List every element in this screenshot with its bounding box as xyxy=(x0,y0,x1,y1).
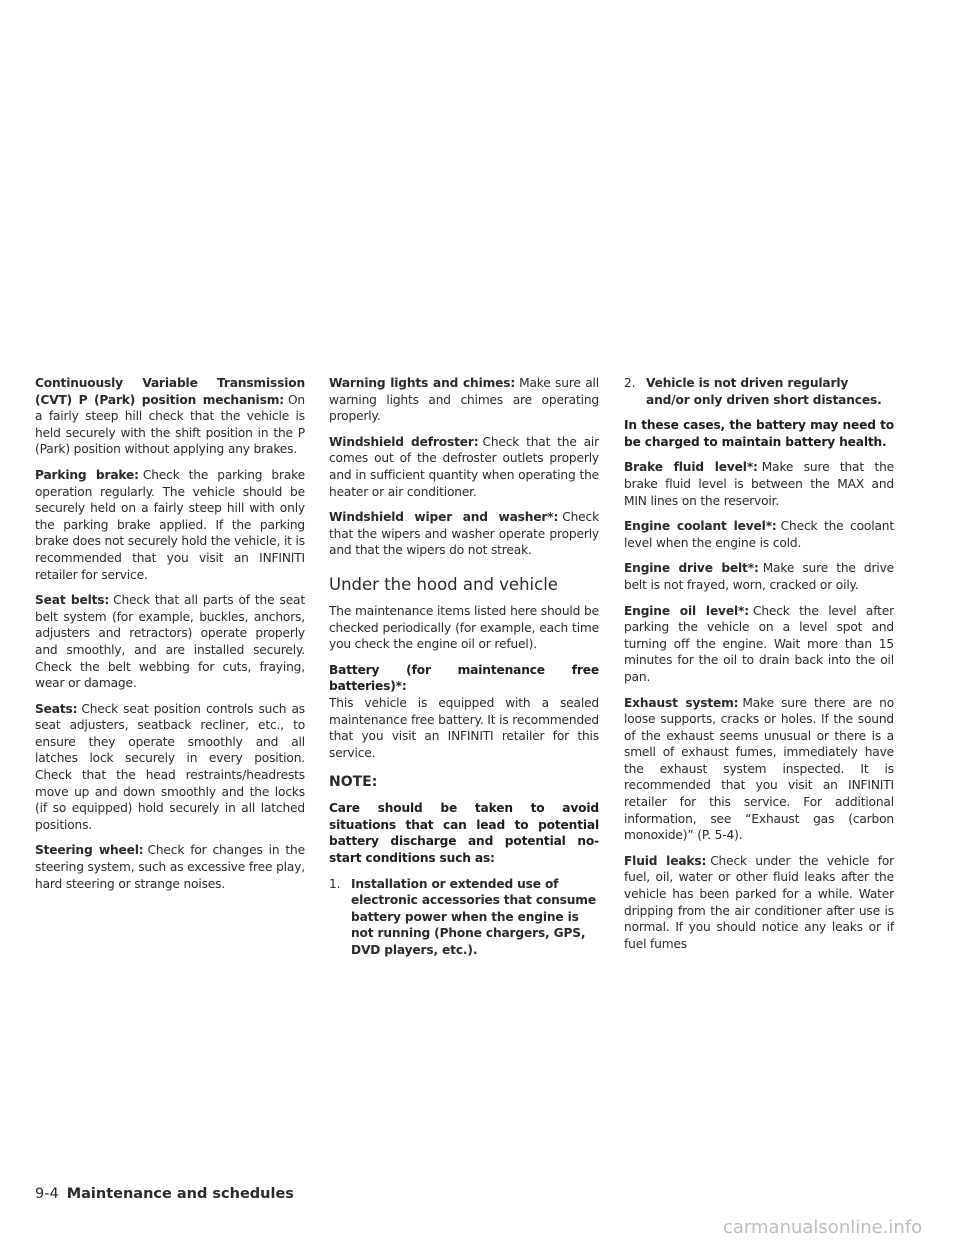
paragraph-text: Check the parking brake operation regularly. The vehicle should be securely held on a fairly steep hill with only the parking brake applied. If the parking brake does not securely hold the vehicle, it is recommended that you visit an INFINITI retailer for service. xyxy=(35,467,305,582)
paragraph-text: This vehicle is equipped with a sealed maintenance free battery. It is recommended that you visit an INFINITI retailer for this service. xyxy=(329,695,599,760)
paragraph-lead: Continuously Variable Transmission (CVT) P (Park) position mechanism: xyxy=(35,376,305,407)
column-3 xyxy=(624,375,894,961)
page-footer xyxy=(35,1185,294,1203)
paragraph-lead: Steering wheel: xyxy=(35,843,144,858)
paragraph-lead: Windshield wiper and washer*: xyxy=(329,510,559,525)
paragraph-brake-fluid xyxy=(624,459,894,509)
list-item-text: Installation or extended use of electronic accessories that consume battery power when the engine is not running (Phone chargers, GPS, DVD players, etc.). xyxy=(351,876,596,958)
list-number: 2. xyxy=(624,376,636,390)
paragraph-text: Check that the air comes out of the defroster outlets properly and in sufficient quantity when operating the heater or air conditioner. xyxy=(329,434,600,499)
paragraph-windshield-defroster xyxy=(329,434,599,500)
paragraph-exhaust-system xyxy=(624,695,894,844)
paragraph-text: Check seat position controls such as seat adjusters, seatback recliner, etc., to ensure they operate smoothly and all latches lock securely in every position. Check that the head restraints/headrests move up and down smoothly and the locks (if so equipped) hold securely in all latched positions. xyxy=(35,701,305,832)
paragraph-lead: Seats: xyxy=(35,701,78,716)
paragraph-text: Make sure the drive belt is not frayed, worn, cracked or oily. xyxy=(624,561,894,592)
note-text-bold: Care should be taken to avoid situations that can lead to potential battery discharge and potential no-start conditions such as: xyxy=(329,801,599,866)
note-list-item-2 xyxy=(624,375,894,408)
paragraph-engine-oil xyxy=(624,603,894,686)
paragraph-lead: Windshield defroster: xyxy=(329,434,479,449)
paragraph-lead: Brake fluid level*: xyxy=(624,460,758,475)
page-number: 9-4 xyxy=(35,1186,59,1202)
list-item-text: Vehicle is not driven regularly and/or only driven short distances. xyxy=(646,376,882,407)
paragraph-steering-wheel xyxy=(35,842,305,892)
paragraph-engine-drive-belt xyxy=(624,560,894,593)
paragraph-lead: Engine drive belt*: xyxy=(624,561,759,576)
paragraph-text: Make sure all warning lights and chimes are operating properly. xyxy=(329,376,599,424)
paragraph-text: Check for changes in the steering system, such as excessive free play, hard steering or strange noises. xyxy=(35,843,305,891)
battery-warning xyxy=(624,417,894,450)
paragraph-lead: Engine coolant level*: xyxy=(624,519,777,534)
column-2 xyxy=(329,375,599,968)
paragraph-cvt-park xyxy=(35,375,305,458)
paragraph-text: Check that the wipers and washer operate properly and that the wipers do not streak. xyxy=(329,510,599,558)
paragraph-text: Check that all parts of the seat belt system (for example, buckles, anchors, adjusters and retractors) operate properly and smoothly, and are installed securely. Check the belt webbing for cuts, fraying, wear or damage. xyxy=(35,593,305,691)
paragraph-warning-lights xyxy=(329,375,599,425)
paragraph-lead: Parking brake: xyxy=(35,467,139,482)
paragraph-lead: Battery (for maintenance free batteries)*: xyxy=(329,662,599,694)
note-heading: NOTE: xyxy=(329,774,378,791)
paragraph-text: Check the coolant level when the engine is cold. xyxy=(624,519,894,550)
paragraph-windshield-wiper xyxy=(329,509,599,559)
paragraph-lead: Engine oil level*: xyxy=(624,603,749,618)
paragraph-lead: Seat belts: xyxy=(35,593,110,608)
paragraph-seats xyxy=(35,701,305,834)
paragraph-lead: Warning lights and chimes: xyxy=(329,376,516,390)
column-1 xyxy=(35,375,305,901)
note-list-item-1 xyxy=(329,876,599,959)
section-title: Maintenance and schedules xyxy=(66,1186,294,1202)
paragraph-lead: Fluid leaks: xyxy=(624,853,707,868)
watermark: carmanualsonline.info xyxy=(723,1217,923,1238)
paragraph-text: Check the level after parking the vehicle on a level spot and turning off the engine. Wait more than 15 minutes for the oil to drain back into the oil pan. xyxy=(624,603,894,684)
battery-warning-bold: In these cases, the battery may need to be charged to maintain battery health. xyxy=(624,418,894,449)
paragraph-text: Make sure that the brake fluid level is between the MAX and MIN lines on the reservoir. xyxy=(624,460,894,508)
note-text xyxy=(329,800,599,866)
paragraph-text: On a fairly steep hill check that the vehicle is held securely with the shift position in the P (Park) position without applying any brakes. xyxy=(35,392,305,457)
paragraph-lead: Exhaust system: xyxy=(624,695,739,710)
paragraph-seat-belts xyxy=(35,592,305,692)
paragraph-parking-brake xyxy=(35,467,305,583)
paragraph-engine-coolant xyxy=(624,518,894,551)
paragraph-text: Check under the vehicle for fuel, oil, water or other fluid leaks after the vehicle has been parked for a while. Water dripping from the air conditioner after use is normal. If you should notice any leaks or if fuel fumes xyxy=(624,853,894,951)
paragraph-battery xyxy=(329,662,599,762)
paragraph-text: Make sure there are no loose supports, cracks or holes. If the sound of the exhaust seems unusual or there is a smell of exhaust fumes, immediately have the exhaust system inspected. It is recommended that you visit an INFINITI retailer for this service. For additional information, see “Exhaust gas (carbon monoxide)” (P. 5-4). xyxy=(624,695,894,843)
section-heading: Under the hood and vehicle xyxy=(329,574,558,594)
list-number: 1. xyxy=(329,876,341,891)
section-intro: The maintenance items listed here should be checked periodically (for example, each time you check the engine oil or refuel). xyxy=(329,603,599,652)
paragraph-fluid-leaks xyxy=(624,853,894,953)
